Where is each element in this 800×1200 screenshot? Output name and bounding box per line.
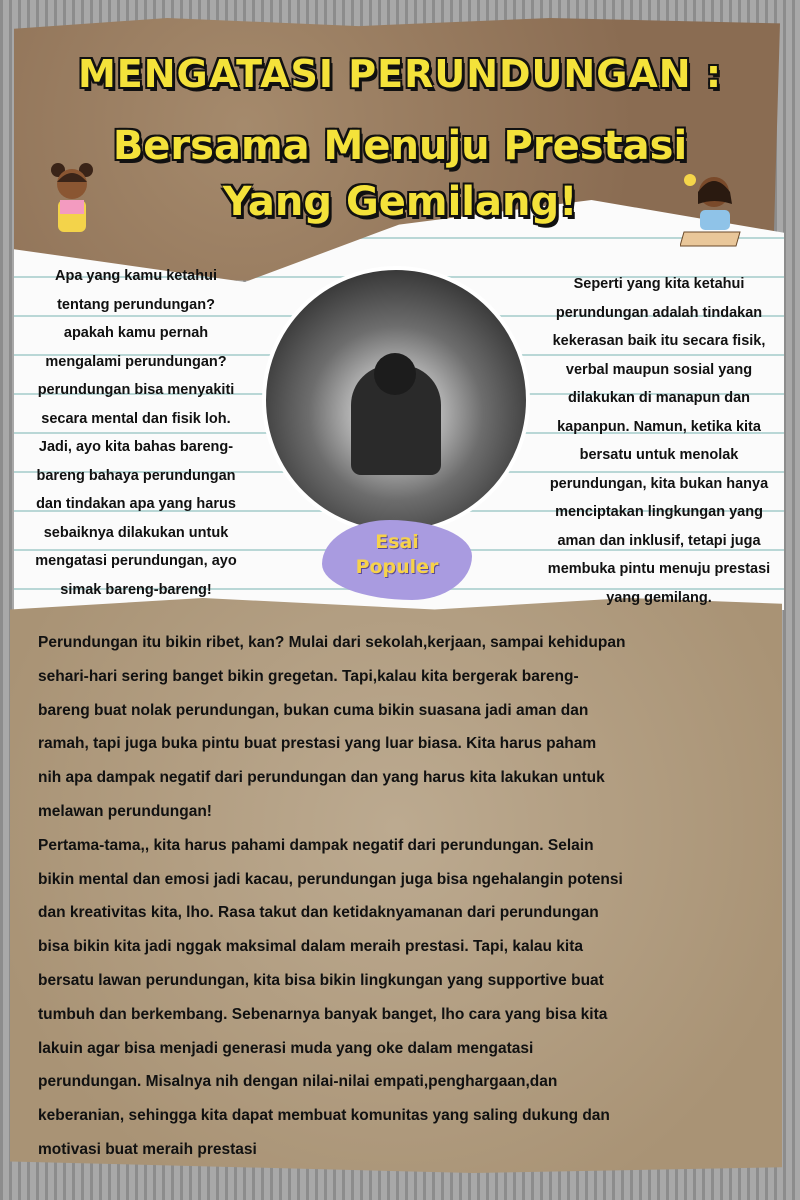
- body-line: bareng buat nolak perundungan, bukan cuma bikin suasana jadi aman dan: [38, 701, 589, 719]
- text-line: apakah kamu pernah: [63, 325, 209, 341]
- text-line: bersatu untuk menolak: [579, 447, 739, 463]
- boy-head: [374, 353, 416, 395]
- title-line-1: MENGATASI PERUNDUNGAN :: [77, 52, 723, 96]
- body-line: ramah, tapi juga buka pintu buat prestasi yang luar biasa. Kita harus paham: [38, 735, 597, 753]
- text-line: kekerasan baik itu secara fisik,: [552, 333, 766, 349]
- intro-text-right: [534, 270, 784, 612]
- text-line: aman dan inklusif, tetapi juga: [557, 532, 761, 549]
- text-line: simak bareng-bareng!: [60, 581, 212, 598]
- text-line: sebaiknya dilakukan untuk: [43, 524, 229, 541]
- badge-line-1: Esai: [375, 531, 419, 553]
- esai-populer-badge: [322, 520, 472, 600]
- text-line: yang gemilang.: [606, 589, 712, 606]
- body-line: lakuin agar bisa menjadi generasi muda yang oke dalam mengatasi: [38, 1039, 534, 1057]
- body-line: bersatu lawan perundungan, kita bisa bikin lingkungan yang supportive buat: [38, 971, 604, 989]
- text-line: bareng bahaya perundungan: [36, 467, 236, 484]
- student-reading-illustration-icon: [680, 170, 744, 250]
- body-line: bikin mental dan emosi jadi kacau, perundungan juga bisa ngehalangin potensi: [38, 870, 623, 888]
- body-line: bisa bikin kita jadi nggak maksimal dalam meraih prestasi. Tapi, kalau kita: [38, 938, 584, 956]
- body-line: nih apa dampak negatif dari perundungan dan yang harus kita lakukan untuk: [38, 769, 605, 787]
- title-line-2: Bersama Menuju Prestasi: [112, 123, 688, 169]
- text-line: Seperti yang kita ketahui: [573, 276, 745, 292]
- text-line: mengatasi perundungan, ayo: [35, 553, 237, 569]
- text-line: Jadi, ayo kita bahas bareng-: [38, 439, 234, 455]
- text-line: verbal maupun sosial yang: [565, 361, 753, 378]
- intro-text-left: [18, 262, 254, 604]
- text-line: tentang perundungan?: [57, 296, 215, 313]
- text-line: menciptakan lingkungan yang: [555, 504, 763, 520]
- body-line: motivasi buat meraih prestasi: [38, 1140, 257, 1158]
- girl-illustration-icon: [40, 160, 104, 240]
- text-line: Apa yang kamu ketahui: [55, 268, 217, 284]
- text-line: mengalami perundungan?: [45, 353, 227, 370]
- body-line: sehari-hari sering banget bikin gregetan. Tapi,kalau kita bergerak bareng-: [38, 667, 579, 685]
- text-line: secara mental dan fisik loh.: [41, 410, 231, 427]
- text-line: perundungan adalah tindakan: [555, 304, 763, 321]
- text-line: dan tindakan apa yang harus: [36, 496, 236, 512]
- body-line: keberanian, sehingga kita dapat membuat komunitas yang saling dukung dan: [38, 1107, 610, 1125]
- text-line: kapanpun. Namun, ketika kita: [557, 418, 761, 435]
- text-line: dilakukan di manapun dan: [567, 390, 751, 406]
- body-line: tumbuh dan berkembang. Sebenarnya banyak banget, lho cara yang bisa kita: [38, 1005, 608, 1023]
- text-line: membuka pintu menuju prestasi: [547, 561, 771, 577]
- body-line: dan kreativitas kita, lho. Rasa takut dan ketidaknyamanan dari perundungan: [38, 904, 599, 922]
- title-line-3: Yang Gemilang!: [222, 179, 578, 225]
- body-line: perundungan. Misalnya nih dengan nilai-nilai empati,penghargaan,dan: [38, 1073, 558, 1091]
- body-line: Pertama-tama,, kita harus pahami dampak negatif dari perundungan. Selain: [38, 836, 594, 854]
- text-line: perundungan, kita bukan hanya: [549, 475, 769, 492]
- body-line: melawan perundungan!: [38, 802, 212, 820]
- essay-body: [38, 626, 778, 1167]
- text-line: perundungan bisa menyakiti: [37, 382, 235, 398]
- badge-line-2: Populer: [355, 556, 439, 578]
- bullying-photo: [262, 266, 530, 534]
- body-line: Perundungan itu bikin ribet, kan? Mulai dari sekolah,kerjaan, sampai kehidupan: [38, 634, 626, 651]
